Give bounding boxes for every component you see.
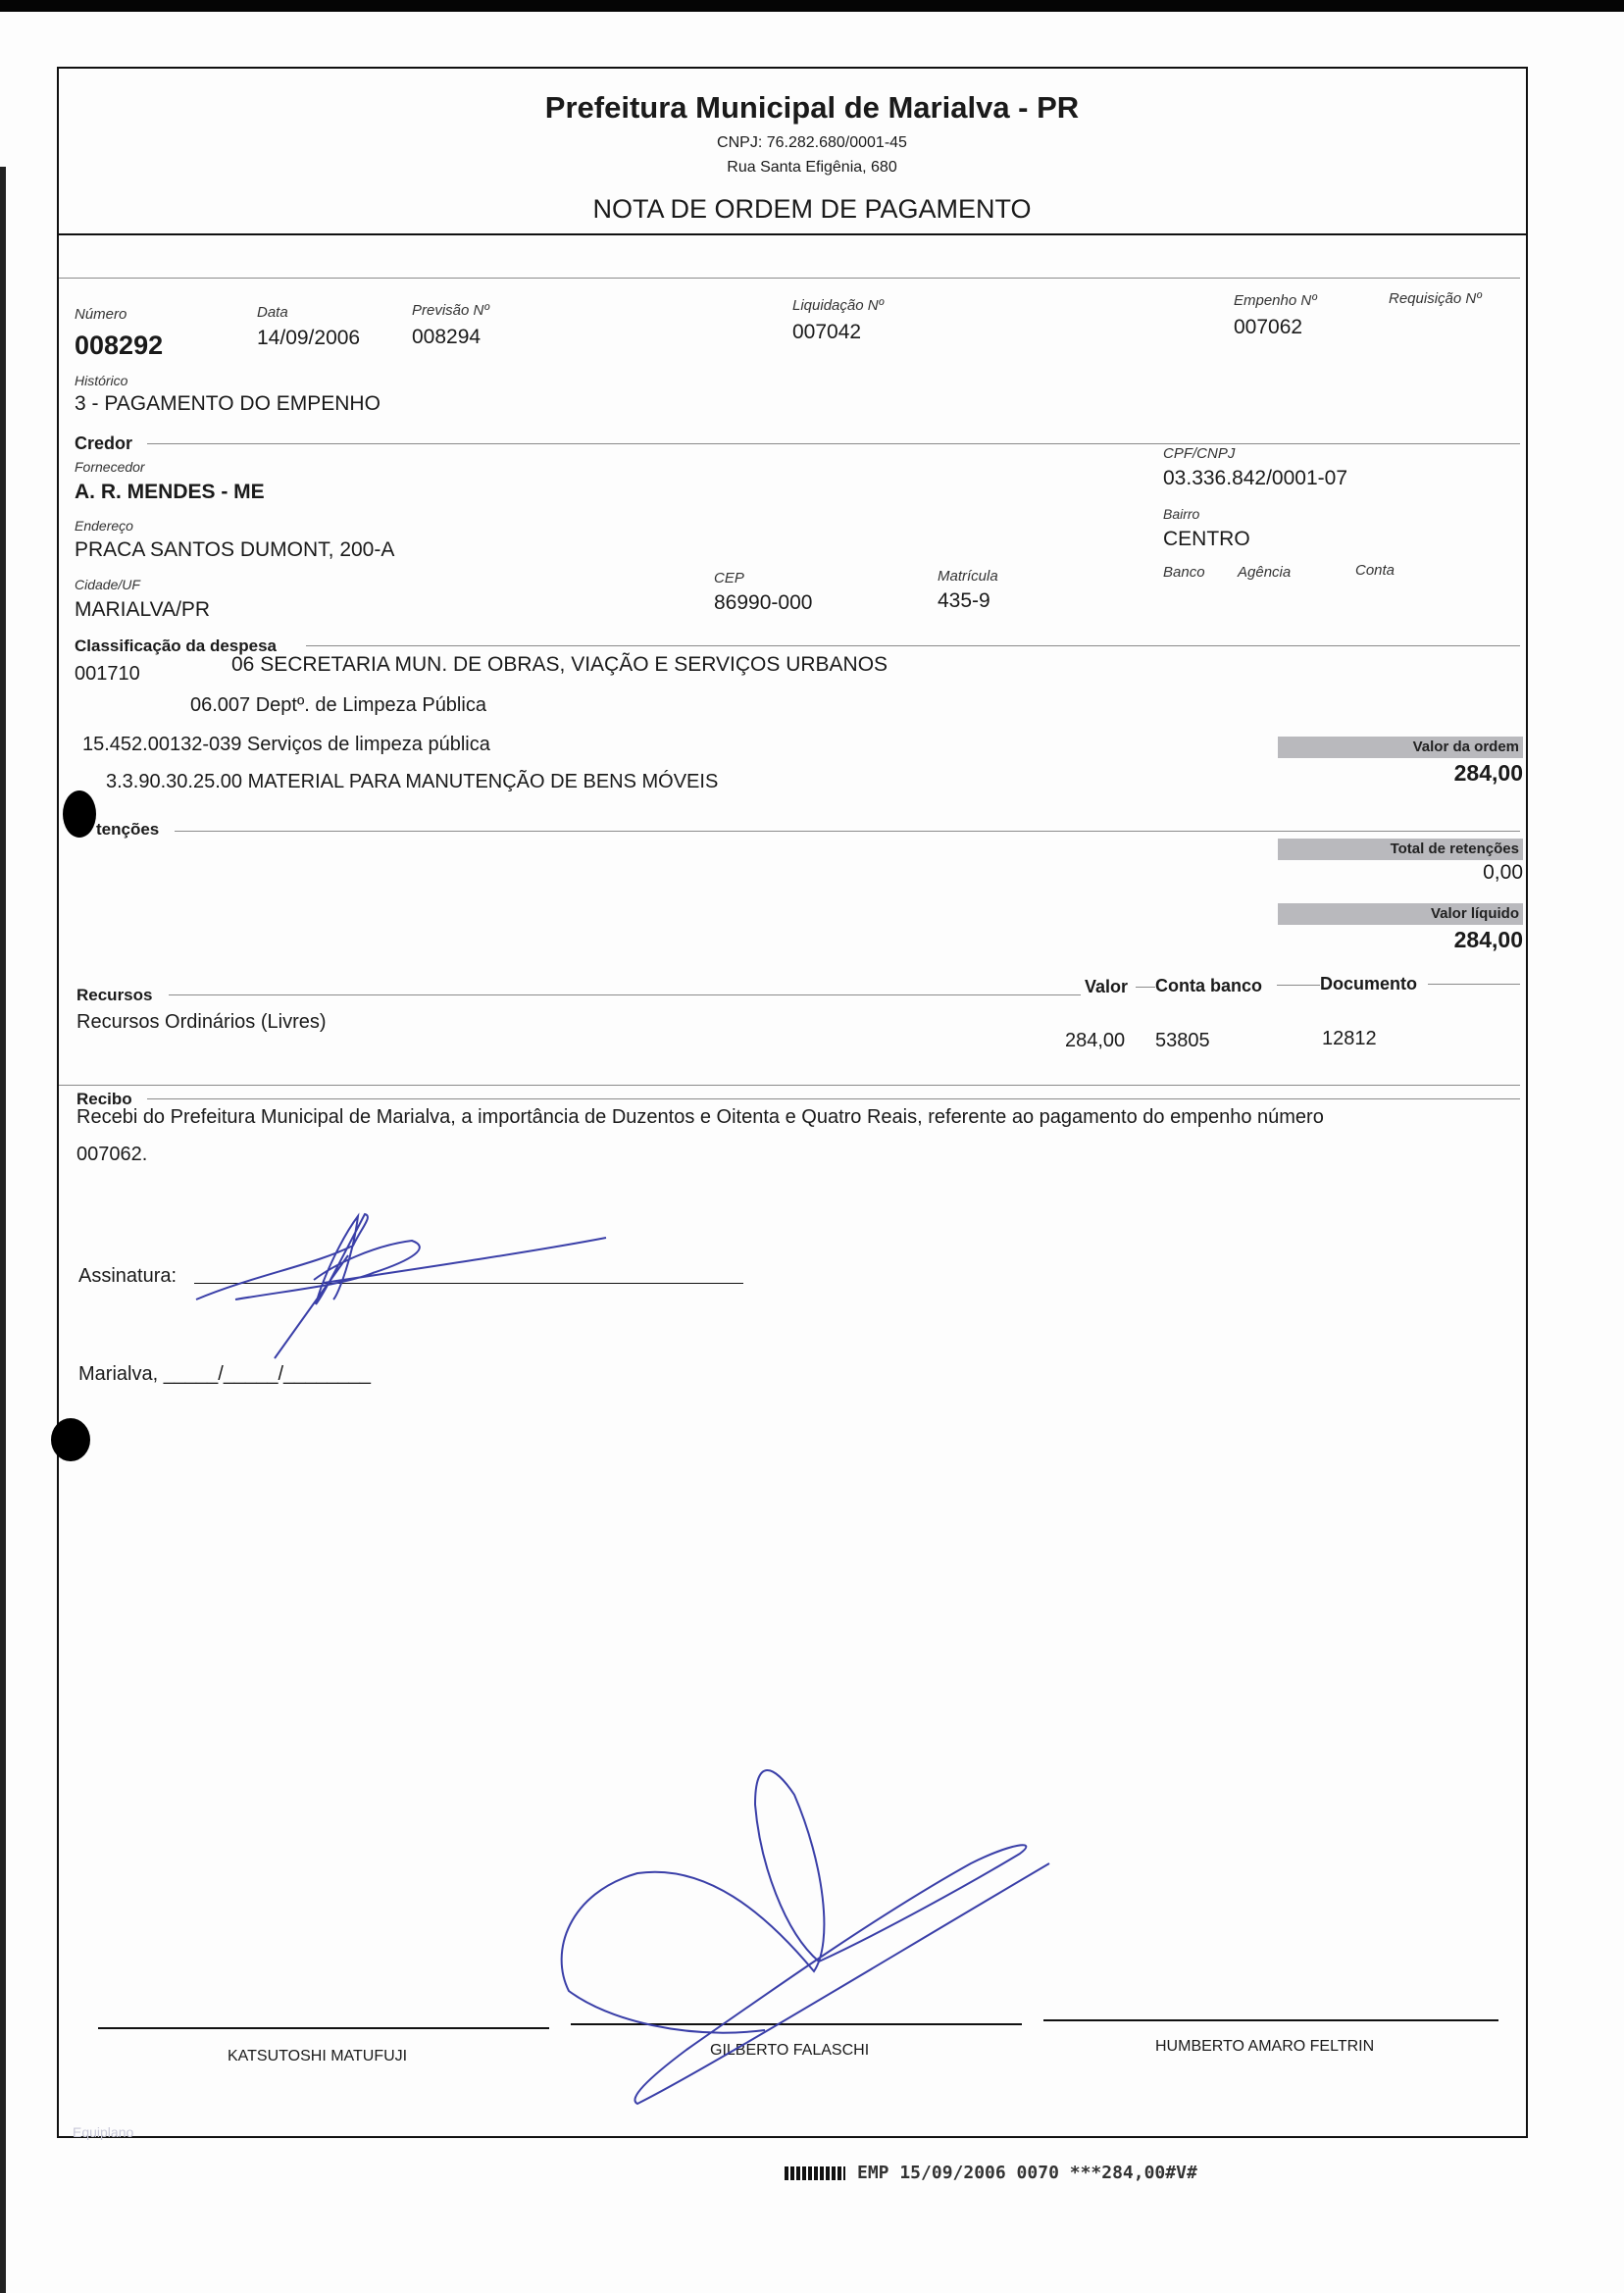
bairro-label: Bairro (1163, 506, 1200, 522)
municipality-title: Prefeitura Municipal de Marialva - PR (544, 90, 1080, 125)
bank-stamp-text: EMP 15/09/2006 0070 ***284,00#V# (857, 2163, 1197, 2183)
liquidacao-value: 007042 (792, 321, 862, 343)
document-title: NOTA DE ORDEM DE PAGAMENTO (592, 194, 1032, 224)
valor-liquido-label: Valor líquido (1430, 905, 1519, 922)
numero-value: 008292 (75, 331, 164, 360)
cpf-value: 03.336.842/0001-07 (1163, 467, 1348, 489)
conta-label: Conta (1355, 562, 1396, 579)
valor-ordem-label: Valor da ordem (1412, 739, 1519, 755)
falaschi-signature (562, 1770, 1049, 2104)
classificacao-section-title: Classificação da despesa (75, 637, 278, 655)
matricula-value: 435-9 (938, 589, 990, 612)
classificacao-code: 001710 (75, 663, 140, 685)
empenho-label: Empenho Nº (1234, 292, 1317, 309)
recibo-text-line1: Recebi do Prefeitura Municipal de Marialva, a importância de Duzentos e Oitenta e Quatro Reais, referente ao pagamento do empenho número (76, 1106, 1324, 1128)
signatory-name-1: KATSUTOSHI MATUFUJI (228, 2048, 408, 2064)
recursos-valor-label: Valor (1085, 977, 1129, 996)
valor-ordem-value: 284,00 (1453, 760, 1523, 786)
recibo-text-line2: 007062. (76, 1144, 148, 1165)
total-retencoes-value: 0,00 (1483, 861, 1523, 884)
requisicao-label: Requisição Nº (1389, 290, 1482, 307)
banco-label: Banco (1163, 564, 1205, 581)
data-label: Data (257, 304, 288, 321)
recursos-section-title: Recursos (76, 986, 153, 1004)
historico-value: 3 - PAGAMENTO DO EMPENHO (75, 392, 381, 415)
signatory-name-2: GILBERTO FALASCHI (710, 2042, 870, 2059)
recursos-valor: 284,00 (1065, 1030, 1126, 1051)
cep-value: 86990-000 (714, 591, 813, 614)
recibo-signature (196, 1214, 606, 1358)
recursos-conta-label: Conta banco (1155, 976, 1263, 995)
recursos-documento: 12812 (1322, 1028, 1377, 1049)
recursos-conta: 53805 (1155, 1030, 1210, 1051)
faint-software-mark: Equiplano (73, 2124, 134, 2140)
endereco-label: Endereço (75, 518, 133, 534)
recibo-section-title: Recibo (76, 1090, 132, 1108)
matricula-label: Matrícula (938, 568, 998, 585)
classificacao-line1: 06 SECRETARIA MUN. DE OBRAS, VIAÇÃO E SERVIÇOS URBANOS (231, 653, 888, 676)
valor-liquido-value: 284,00 (1453, 927, 1523, 952)
recursos-documento-label: Documento (1320, 974, 1417, 994)
cidade-value: MARIALVA/PR (75, 598, 211, 621)
total-retencoes-label: Total de retenções (1390, 841, 1519, 857)
local-data-line: Marialva, _____/_____/________ (78, 1363, 372, 1385)
credor-section-title: Credor (75, 433, 133, 453)
classificacao-line2: 06.007 Deptº. de Limpeza Pública (190, 694, 486, 716)
assinatura-label: Assinatura: (78, 1265, 178, 1287)
signatory-name-3: HUMBERTO AMARO FELTRIN (1155, 2038, 1375, 2055)
cep-label: CEP (714, 570, 744, 586)
fornecedor-value: A. R. MENDES - ME (75, 481, 265, 503)
historico-label: Histórico (75, 373, 128, 388)
cidade-label: Cidade/UF (75, 577, 140, 592)
data-value: 14/09/2006 (257, 327, 361, 349)
bairro-value: CENTRO (1163, 528, 1250, 550)
cpf-label: CPF/CNPJ (1163, 445, 1236, 462)
recursos-name: Recursos Ordinários (Livres) (76, 1011, 327, 1033)
liquidacao-label: Liquidação Nº (792, 297, 885, 314)
previsao-value: 008294 (412, 326, 482, 348)
numero-label: Número (75, 306, 127, 323)
classificacao-line3: 15.452.00132-039 Serviços de limpeza pública (82, 734, 490, 755)
cnpj-line: CNPJ: 76.282.680/0001-45 (717, 134, 907, 151)
empenho-value: 007062 (1234, 316, 1303, 338)
address-line: Rua Santa Efigênia, 680 (727, 159, 897, 176)
agencia-label: Agência (1238, 564, 1292, 581)
retencoes-section-title: tenções (96, 820, 160, 839)
classificacao-line4: 3.3.90.30.25.00 MATERIAL PARA MANUTENÇÃO DE BENS MÓVEIS (106, 771, 719, 792)
endereco-value: PRACA SANTOS DUMONT, 200-A (75, 538, 395, 561)
fornecedor-label: Fornecedor (75, 459, 145, 475)
previsao-label: Previsão Nº (412, 302, 489, 319)
